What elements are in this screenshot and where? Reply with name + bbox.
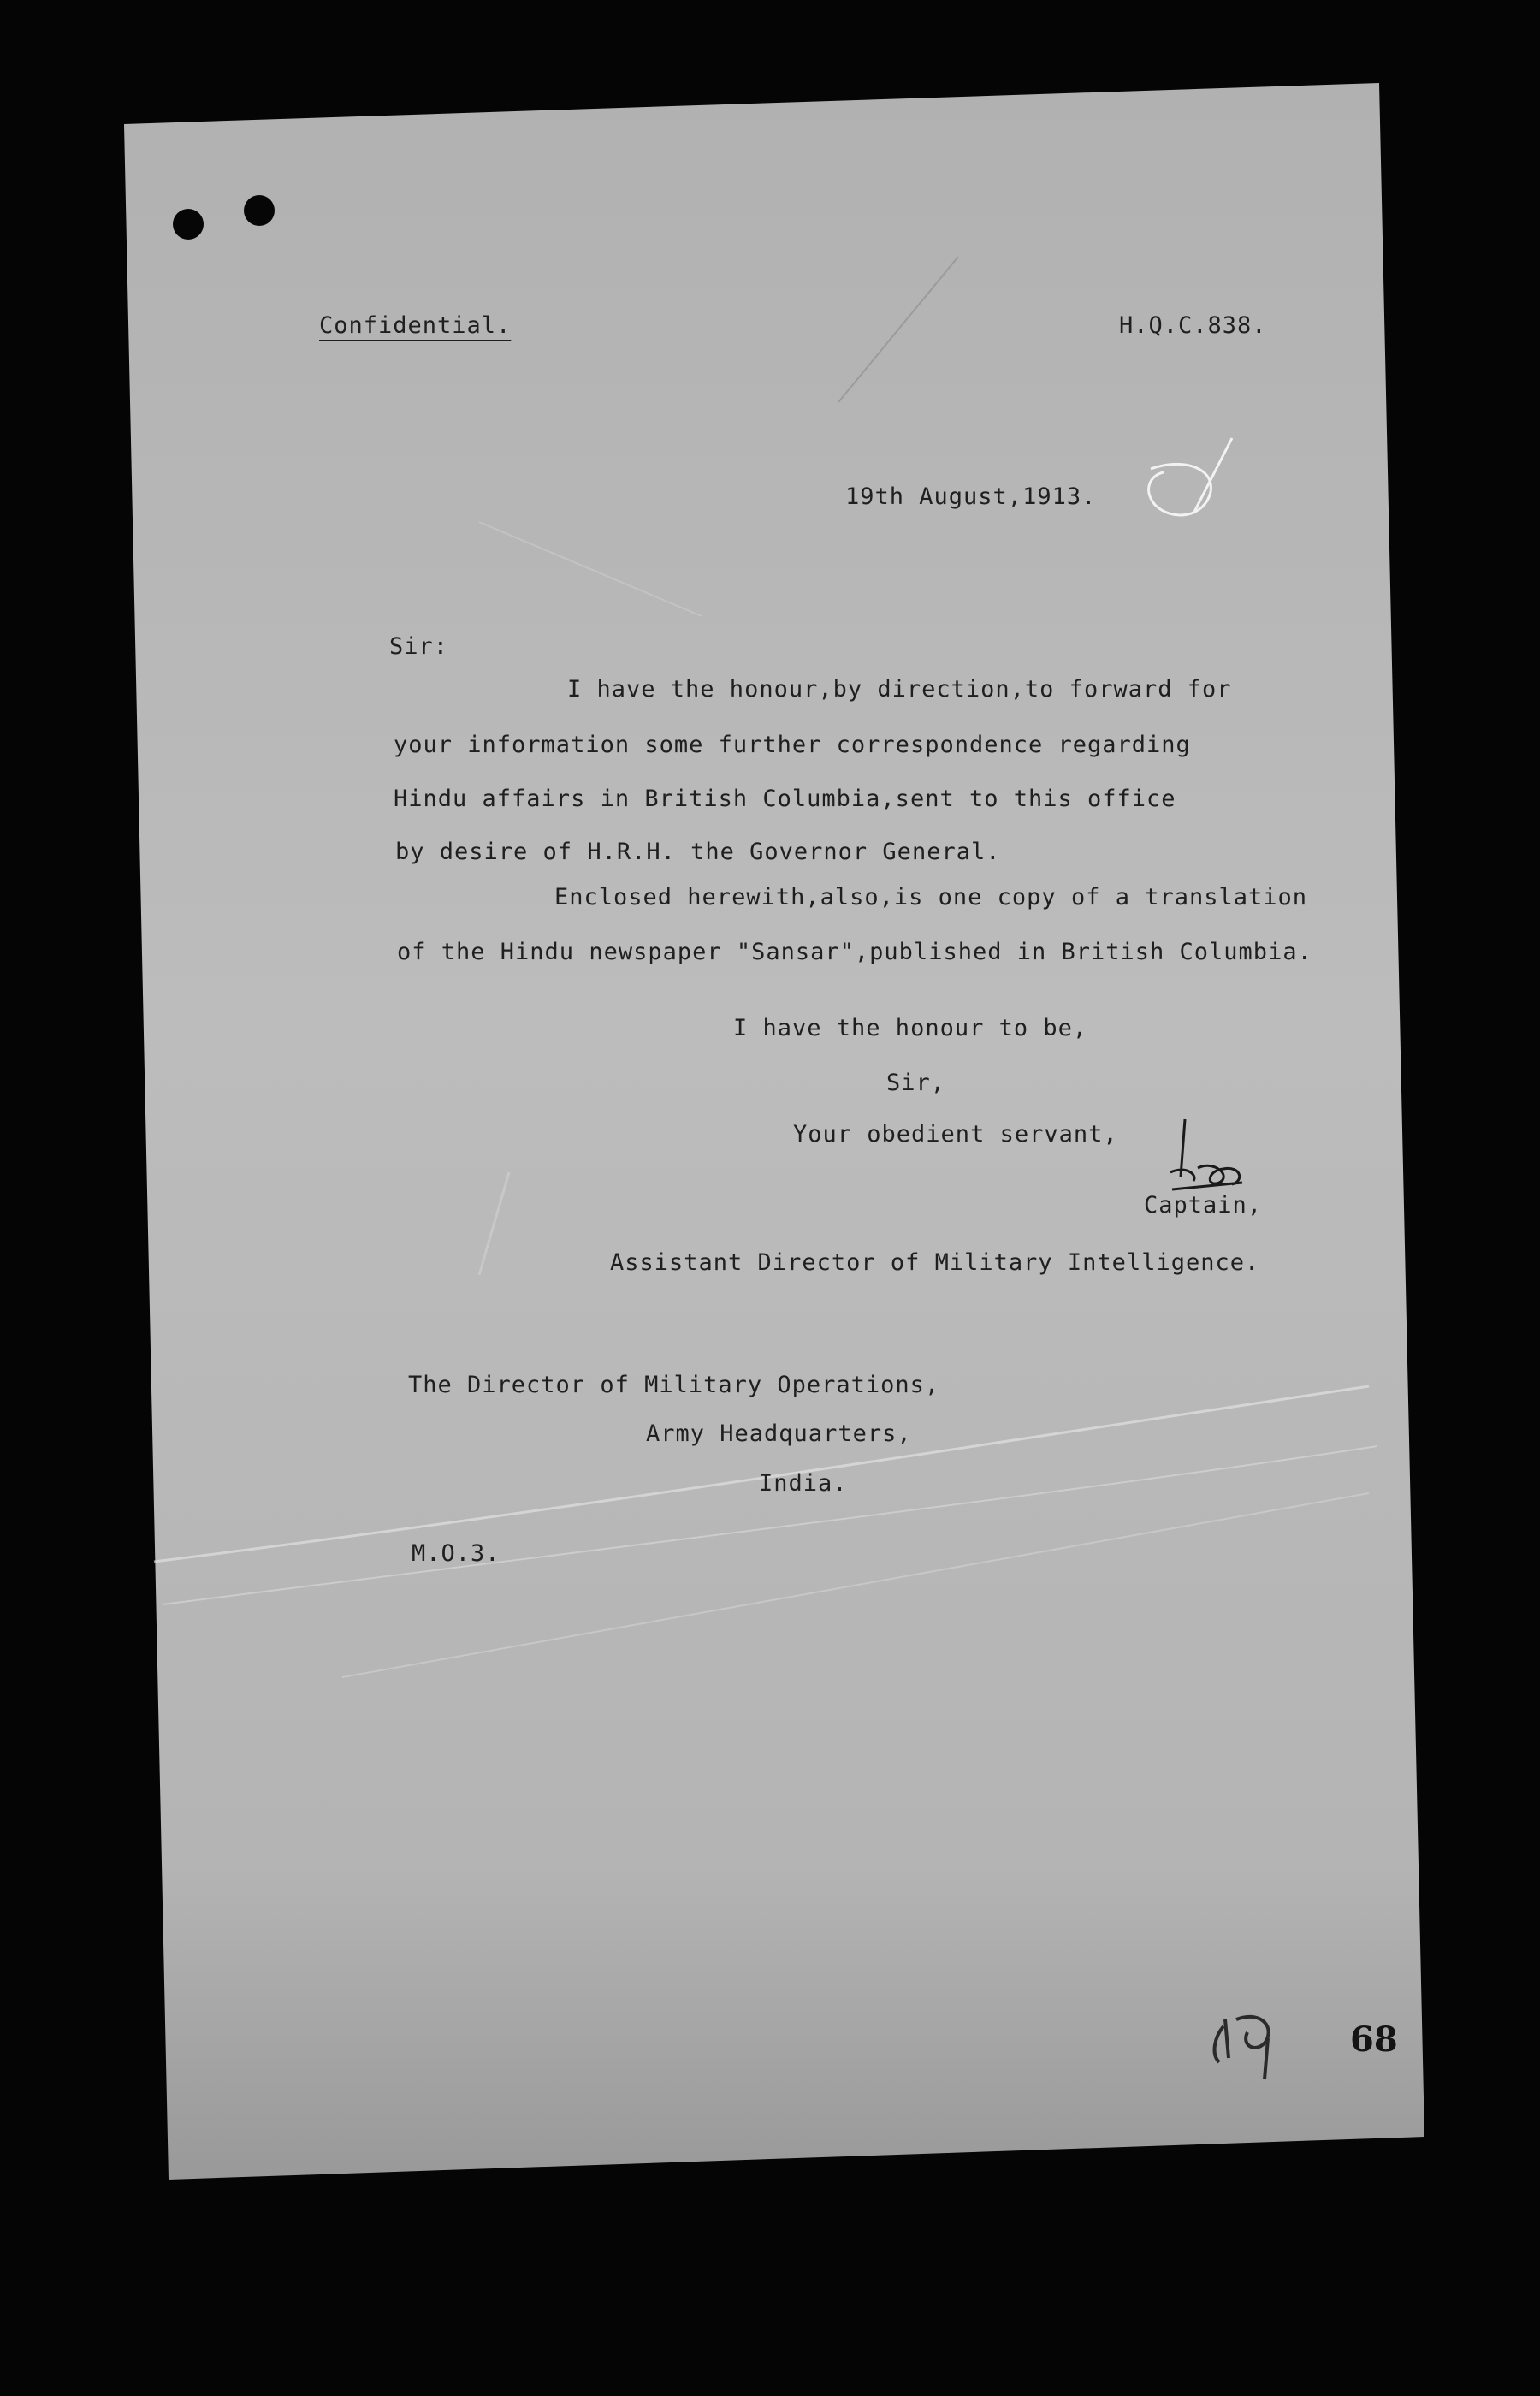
closing-line: Sir, xyxy=(886,1070,946,1096)
salutation: Sir: xyxy=(389,633,449,660)
body-line: I have the honour,by direction,to forward for xyxy=(567,676,1232,703)
letter-date: 19th August,1913. xyxy=(845,483,1097,510)
reference-number: H.Q.C.838. xyxy=(1119,312,1267,339)
body-line: your information some further correspondence regarding xyxy=(394,732,1191,758)
addressee-line: Army Headquarters, xyxy=(646,1420,912,1447)
page-number: 68 xyxy=(1350,2019,1398,2060)
body-line: of the Hindu newspaper "Sansar",published in British Columbia. xyxy=(397,939,1312,965)
addressee-line: India. xyxy=(759,1470,848,1497)
addressee-line: The Director of Military Operations, xyxy=(408,1372,940,1398)
punch-hole xyxy=(173,209,204,240)
closing-line: Your obedient servant, xyxy=(793,1121,1118,1148)
classification-label: Confidential. xyxy=(319,312,512,339)
body-line: Hindu affairs in British Columbia,sent to this office xyxy=(394,786,1176,812)
body-line: by desire of H.R.H. the Governor General. xyxy=(395,839,1001,865)
closing-line: I have the honour to be, xyxy=(733,1015,1088,1041)
signatory-title: Assistant Director of Military Intelligence. xyxy=(610,1249,1260,1276)
body-line: Enclosed herewith,also,is one copy of a translation xyxy=(554,884,1308,910)
signatory-rank: Captain, xyxy=(1144,1192,1263,1219)
punch-hole xyxy=(244,195,275,226)
paper-sheet xyxy=(124,83,1424,2180)
file-reference: M.O.3. xyxy=(412,1540,500,1567)
